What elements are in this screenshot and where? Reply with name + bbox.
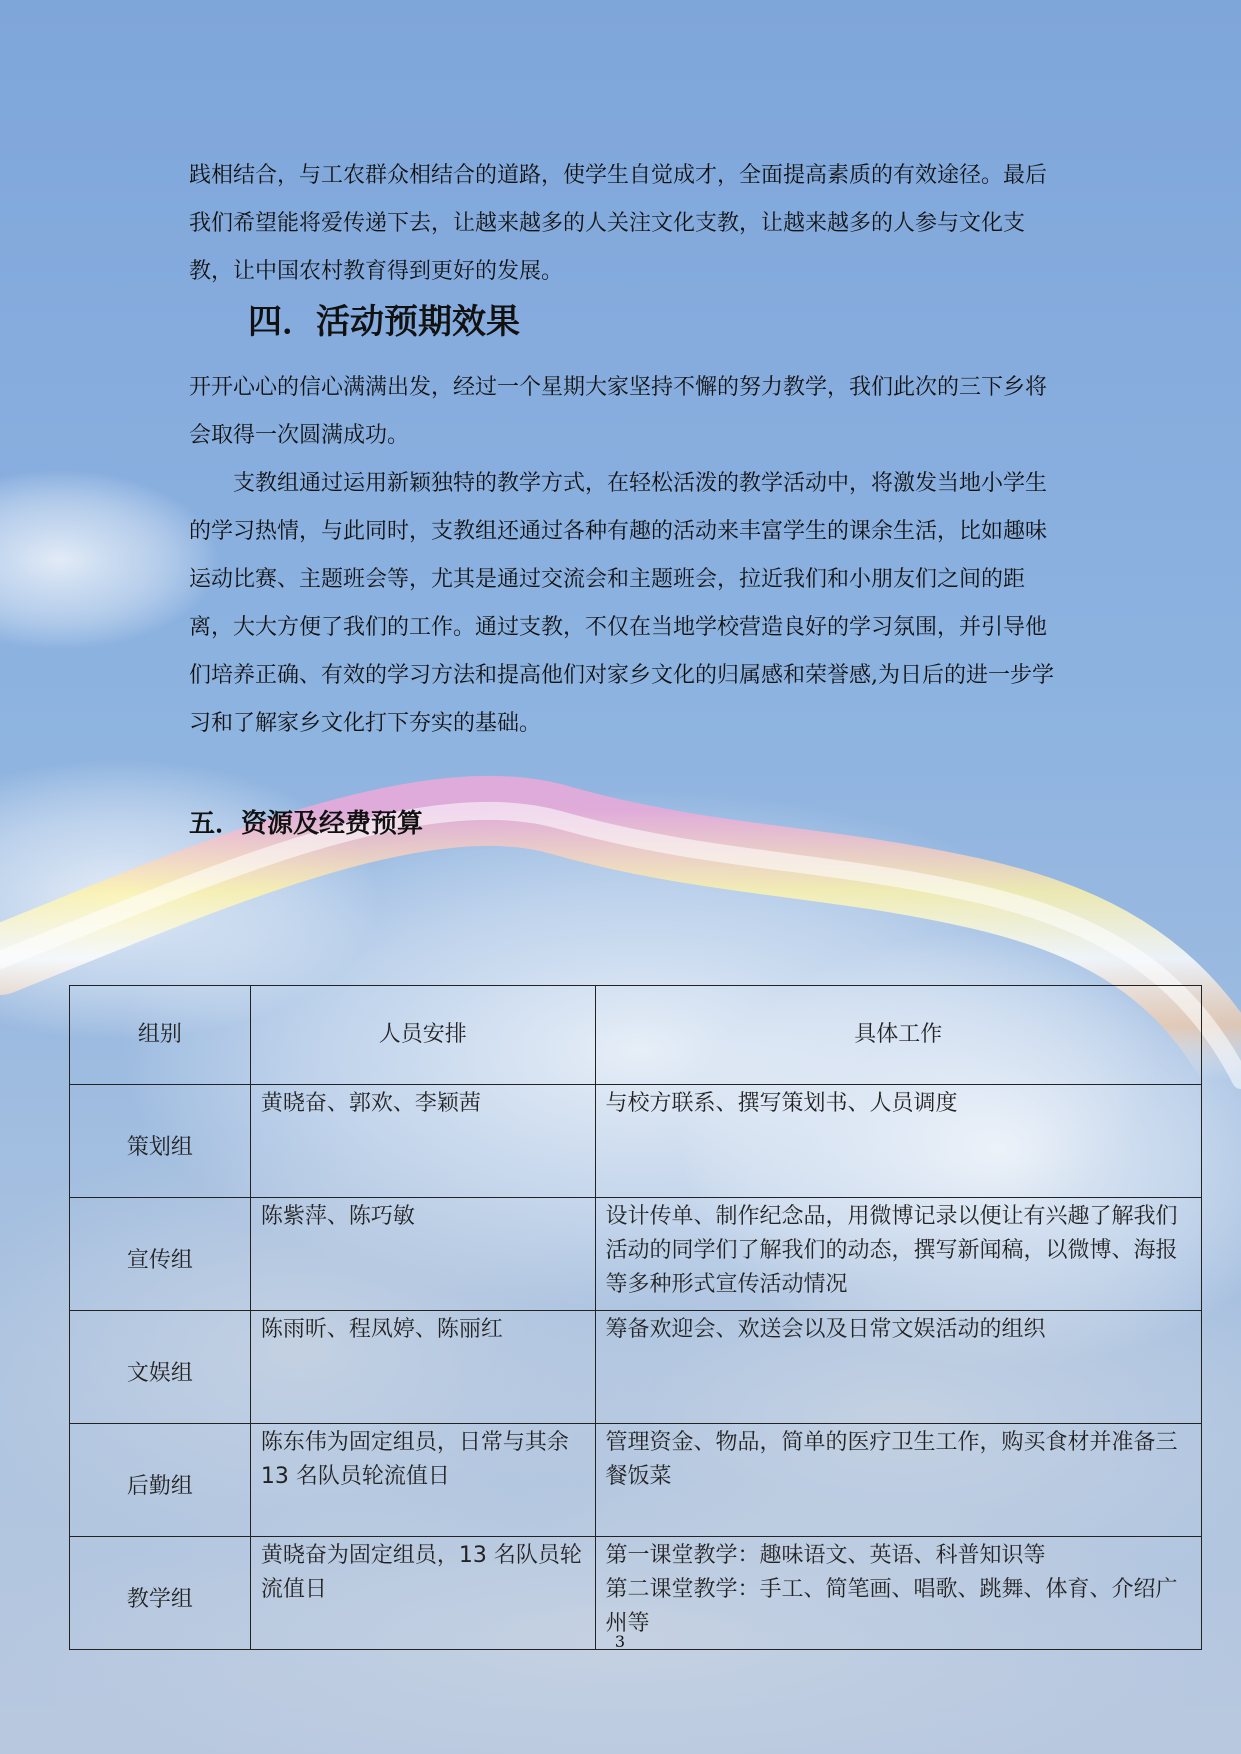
work-line: 第二课堂教学：手工、简笔画、唱歌、跳舞、体育、介绍广州等 [605,1577,1178,1636]
work-cell [595,1085,1201,1198]
header-people: 人员安排 [250,986,595,1085]
effect-paragraph-1: 开开心心的信心满满出发，经过一个星期大家坚持不懈的努力教学，我们此次的三下乡将会取得一次圆满成功。 [189,375,1048,448]
effect-paragraph-2: 支教组通过运用新颖独特的教学方式，在轻松活泼的教学活动中，将激发当地小学生的学习热情，与此同时，支教组还通过各种有趣的活动来丰富学生的课余生活，比如趣味运动比赛、主题班会等，尤其是通过交流会和主题班会，拉近我们和小朋友们之间的距离，大大方便了我们的工作。通过支教，不仅在当地学校营造良好的学习氛围，并引导他们培养正确、有效的学习方法和提高他们对家乡文化的归属感和荣誉感,为日后的进一步学习和了解家乡文化打下夯实的基础。 [189,471,1054,736]
people-cell: 黄晓奋为固定组员，13 名队员轮流值日 [250,1537,595,1650]
group-cell: 教学组 [70,1537,251,1650]
group-cell: 宣传组 [70,1198,251,1311]
people-cell: 陈紫萍、陈巧敏 [250,1198,595,1311]
work-line: 管理资金、物品，简单的医疗卫生工作，购买食材并准备三餐饭菜 [605,1430,1178,1489]
group-cell: 策划组 [70,1085,251,1198]
section-5-heading: 五．资源及经费预算 [189,809,424,839]
group-cell: 文娱组 [70,1311,251,1424]
people-cell: 陈雨昕、程凤婷、陈丽红 [250,1311,595,1424]
group-cell: 后勤组 [70,1424,251,1537]
table-row [70,1311,1202,1424]
table-header-row [70,986,1202,1085]
work-cell [595,1537,1201,1650]
people-cell: 陈东伟为固定组员，日常与其余 13 名队员轮流值日 [250,1424,595,1537]
header-group: 组别 [70,986,251,1085]
section-4-heading: 四．活动预期效果 [248,302,520,342]
work-line: 与校方联系、撰写策划书、人员调度 [605,1091,958,1116]
page-number: 3 [614,1632,626,1651]
work-line: 设计传单、制作纪念品，用微博记录以便让有兴趣了解我们活动的同学们了解我们的动态，撰写新闻稿，以微博、海报等多种形式宣传活动情况 [605,1204,1178,1297]
table-row [70,1537,1202,1650]
work-line: 第一课堂教学：趣味语文、英语、科普知识等 [605,1543,1046,1568]
work-line: 筹备欢迎会、欢送会以及日常文娱活动的组织 [605,1317,1046,1342]
intro-paragraph: 践相结合，与工农群众相结合的道路，使学生自觉成才，全面提高素质的有效途径。最后我们希望能将爱传递下去，让越来越多的人关注文化支教，让越来越多的人参与文化支教，让中国农村教育得到更好的发展。 [189,163,1048,284]
table-row [70,1424,1202,1537]
header-work: 具体工作 [595,986,1201,1085]
table-row [70,1085,1202,1198]
table-row [70,1198,1202,1311]
work-cell [595,1311,1201,1424]
work-cell [595,1198,1201,1311]
budget-table [69,985,1202,1650]
people-cell: 黄晓奋、郭欢、李颖茜 [250,1085,595,1198]
work-cell [595,1424,1201,1537]
